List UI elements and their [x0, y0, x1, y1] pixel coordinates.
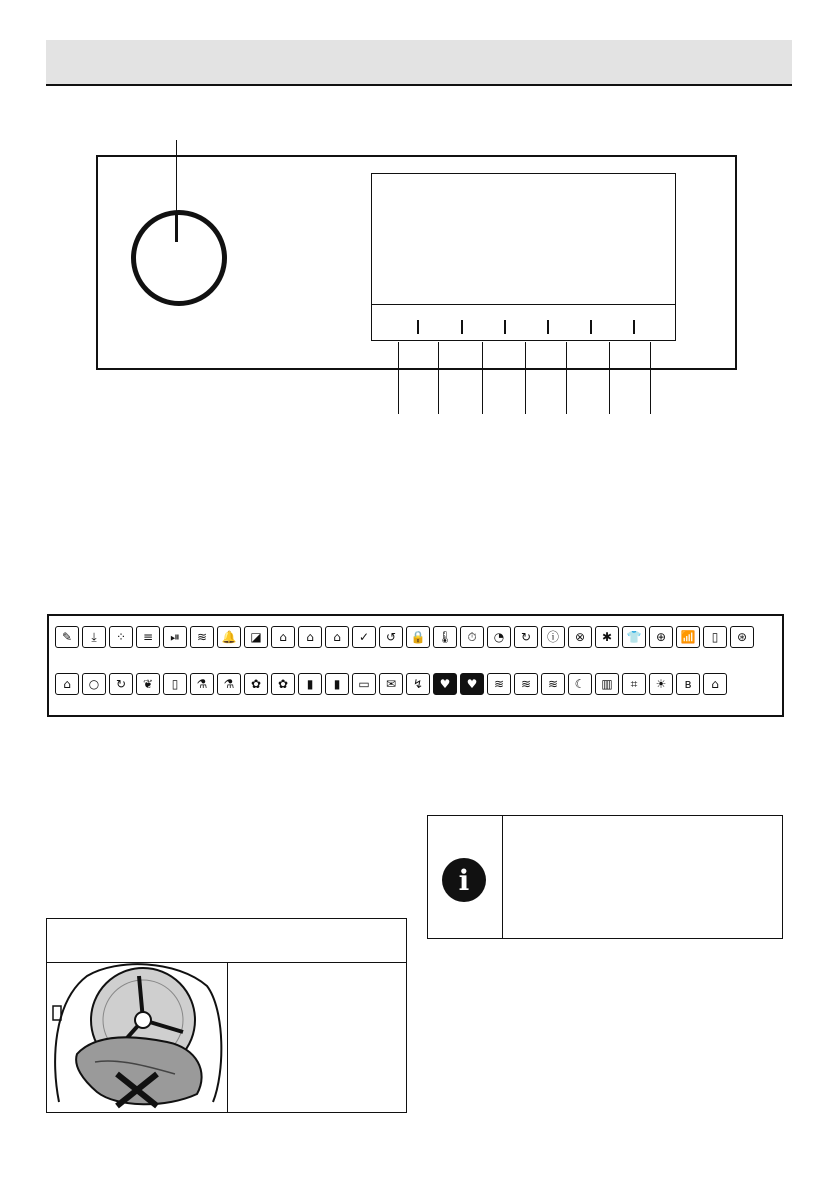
display-symbol-icon: 👕 — [622, 626, 646, 648]
display-symbol-icon: ↻ — [514, 626, 538, 648]
symbols-row-2 — [55, 673, 727, 697]
display-symbol-icon: ⌗ — [622, 673, 646, 695]
display-symbol-icon: ✱ — [595, 626, 619, 648]
display-symbol-icon: ⊛ — [730, 626, 754, 648]
display-symbol-icon: ✎ — [55, 626, 79, 648]
display-symbol-icon: ⤓ — [82, 626, 106, 648]
display-symbol-icon: ✉ — [379, 673, 403, 695]
display-divider — [372, 304, 675, 305]
display-symbol-icon: ⊗ — [568, 626, 592, 648]
callout-line — [609, 342, 610, 414]
display-symbol-icon: ≡ — [136, 626, 160, 648]
warning-box — [46, 918, 407, 1113]
knob-indicator — [175, 212, 178, 242]
drum-illustration — [47, 962, 228, 1112]
display-screen — [371, 173, 676, 341]
display-symbol-icon: ⌂ — [298, 626, 322, 648]
display-symbol-icon: ⚗ — [190, 673, 214, 695]
display-symbol-icon: ≋ — [541, 673, 565, 695]
info-note-box — [427, 815, 783, 939]
display-symbol-icon: 🌡 — [433, 626, 457, 648]
display-symbol-icon: 📶 — [676, 626, 700, 648]
callout-line — [482, 342, 483, 414]
display-symbol-icon: ⏯ — [163, 626, 187, 648]
display-symbol-icon: ○ — [82, 673, 106, 695]
display-symbol-icon: ≋ — [514, 673, 538, 695]
display-symbol-icon: ✿ — [244, 673, 268, 695]
display-button-mark — [633, 320, 635, 334]
display-symbol-icon: ≋ — [190, 626, 214, 648]
display-symbol-icon: ☾ — [568, 673, 592, 695]
info-icon: i — [442, 858, 486, 902]
display-symbol-icon: ⁘ — [109, 626, 133, 648]
display-symbol-icon: ⚗ — [217, 673, 241, 695]
display-symbol-icon: ✓ — [352, 626, 376, 648]
display-symbol-icon: ▮ — [298, 673, 322, 695]
display-button-mark — [461, 320, 463, 334]
callout-line — [566, 342, 567, 414]
display-symbol-icon: ≋ — [487, 673, 511, 695]
display-button-mark — [547, 320, 549, 334]
display-symbol-icon: ▭ — [352, 673, 376, 695]
display-symbols-strip — [47, 614, 784, 717]
display-symbol-icon: ✿ — [271, 673, 295, 695]
display-symbol-icon: ↯ — [406, 673, 430, 695]
display-symbol-icon: ▯ — [163, 673, 187, 695]
warning-header — [47, 919, 406, 963]
display-symbol-icon: ⌂ — [703, 673, 727, 695]
display-symbol-icon: ▮ — [325, 673, 349, 695]
display-button-mark — [504, 320, 506, 334]
info-icon-column — [428, 816, 503, 938]
display-symbol-icon: ♥ — [433, 673, 457, 695]
display-symbol-icon: ʙ — [676, 673, 700, 695]
callout-line — [525, 342, 526, 414]
display-symbol-icon: ⏱ — [460, 626, 484, 648]
display-button-mark — [417, 320, 419, 334]
display-symbol-icon: ❦ — [136, 673, 160, 695]
display-symbol-icon: ⊕ — [649, 626, 673, 648]
callout-line — [438, 342, 439, 414]
callout-line — [650, 342, 651, 414]
display-symbol-icon: ↺ — [379, 626, 403, 648]
display-symbol-icon: ☀ — [649, 673, 673, 695]
display-symbol-icon: ⓘ — [541, 626, 565, 648]
power-knob-icon — [131, 210, 227, 306]
display-symbol-icon: ⌂ — [271, 626, 295, 648]
drum-laundry-icon — [47, 962, 225, 1110]
display-symbol-icon: ♥ — [460, 673, 484, 695]
symbols-row-1 — [55, 626, 754, 650]
display-symbol-icon: ⌂ — [325, 626, 349, 648]
display-symbol-icon: 🔔 — [217, 626, 241, 648]
display-symbol-icon: ▥ — [595, 673, 619, 695]
display-symbol-icon: ▯ — [703, 626, 727, 648]
display-button-mark — [590, 320, 592, 334]
display-symbol-icon: ◪ — [244, 626, 268, 648]
display-symbol-icon: ◔ — [487, 626, 511, 648]
display-symbol-icon: ⌂ — [55, 673, 79, 695]
display-symbol-icon: ↻ — [109, 673, 133, 695]
callout-line — [398, 342, 399, 414]
display-symbol-icon: 🔒 — [406, 626, 430, 648]
section-header-bar — [46, 40, 792, 86]
